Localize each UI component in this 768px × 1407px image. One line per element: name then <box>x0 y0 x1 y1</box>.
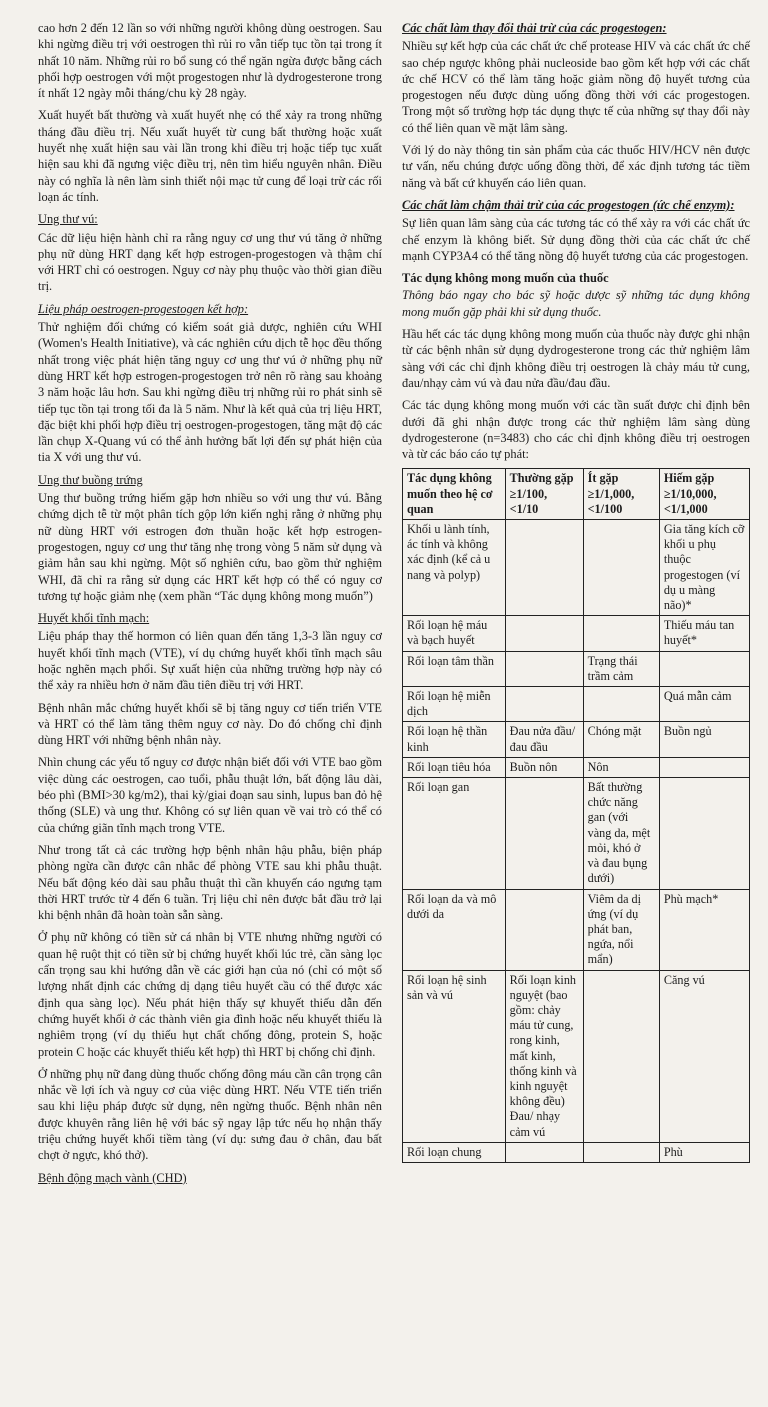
table-cell <box>583 520 659 616</box>
paragraph: Như trong tất cả các trường hợp bệnh nhân hậu phẫu, biện pháp phòng ngừa cần được cân nhắc để phòng VTE sau khi phẫu thuật. Nếu bất động kéo dài sau phẫu thuật thì cần khuyến cáo ngưng tạm thời HRT trước từ 4 đến 6 tuần. Trị liệu chỉ nên được bắt đầu trở lại khi bệnh nhân đã hoàn toàn sẵn sàng. <box>38 842 382 923</box>
heading-inhibitors: Các chất làm chậm thải trừ của các progestogen (ức chế enzym): <box>402 197 735 212</box>
table-cell: Gia tăng kích cỡ khối u phụ thuộc progestogen (ví dụ u màng não)* <box>659 520 749 616</box>
table-cell: Buồn nôn <box>505 757 583 777</box>
paragraph: Thử nghiệm đối chứng có kiểm soát giả dược, nghiên cứu WHI (Women's Health Initiative), và các nghiên cứu dịch tễ học đều thống nhất trong việc phát hiện tăng nguy cơ ung thư vú ở những phụ nữ dùng HRT kết hợp estrogen-progestogen trở nên rõ ràng sau khoảng 3 năm hoặc lâu hơn. Sau khi ngừng điều trị những rủi ro phát sinh sẽ tiếp tục tồn tại trong tối đa là 5 năm. Như là kết quả của trị liệu HRT, đặc biệt khi phối hợp điều trị oestrogen-progestogen, tăng mật độ các lần chụp X-Quang vú có thể ảnh hưởng bất lợi đến sự phát hiện của tia X với ung thư vú. <box>38 320 382 465</box>
table-header-cell: Thường gặp ≥1/100, <1/10 <box>505 469 583 520</box>
table-cell: Rối loạn hệ sinh sản và vú <box>403 970 506 1142</box>
table-cell: Chóng mặt <box>583 722 659 757</box>
heading-vte: Huyết khối tĩnh mạch: <box>38 611 150 626</box>
table-cell: Rối loạn chung <box>403 1142 506 1162</box>
table-cell: Căng vú <box>659 970 749 1142</box>
table-cell <box>505 651 583 686</box>
table-cell <box>583 970 659 1142</box>
table-cell: Quá mẫn cảm <box>659 687 749 722</box>
table-cell <box>505 1142 583 1162</box>
table-cell: Đau nửa đầu/ đau đầu <box>505 722 583 757</box>
table-cell: Bất thường chức năng gan (với vàng da, mệt mỏi, khó ở và đau bụng dưới) <box>583 778 659 889</box>
table-header-cell: Hiếm gặp ≥1/10,000, <1/1,000 <box>659 469 749 520</box>
paragraph: Nhiều sự kết hợp của các chất ức chế protease HIV và các chất ức chế sao chép ngược không phải nucleoside bao gồm kết hợp với các chất ức chế HCV có thể làm tăng hoặc giảm nồng độ huyết tương của progestogen nếu được dùng uống đồng thời với các progestogen. Trong một số trường hợp tác dụng thực tế của những sự thay đổi này có thể liên quan về mặt lâm sàng. <box>402 39 750 135</box>
table-header-cell: Ít gặp ≥1/1,000, <1/100 <box>583 469 659 520</box>
table-cell: Khối u lành tính, ác tính và không xác định (kể cả u nang và polyp) <box>403 520 506 616</box>
table-row <box>403 1142 750 1162</box>
table-cell: Rối loạn gan <box>403 778 506 889</box>
right-column <box>402 20 750 1163</box>
table-cell: Trạng thái trầm cảm <box>583 651 659 686</box>
table-row <box>403 722 750 757</box>
paragraph: Sự liên quan lâm sàng của các tương tác có thể xảy ra với các chất ức chế enzym là không biết. Sử dụng đồng thời của các chất ức chế mạnh CYP3A4 có thể tăng nồng độ huyết tương của các progestogen. <box>402 216 750 263</box>
paragraph: Hầu hết các tác dụng không mong muốn của thuốc này được ghi nhận từ các bệnh nhân sử dụng dydrogesterone trong các thử nghiệm lâm sàng với các chỉ định không điều trị oestrogen là chảy máu tử cung, đau/nhạy cảm vú và đau nửa đầu/đau đầu. <box>402 327 750 390</box>
heading-adverse-effects: Tác dụng không mong muốn của thuốc <box>402 271 609 286</box>
paragraph: Bệnh nhân mắc chứng huyết khối sẽ bị tăng nguy cơ tiến triển VTE và HRT có thể làm tăng thêm nguy cơ này. Do đó chống chỉ định dùng HRT với những bệnh nhân này. <box>38 700 382 748</box>
heading-inducers: Các chất làm thay đổi thải trừ của các progestogen: <box>402 21 667 35</box>
table-cell: Rối loạn hệ miễn dịch <box>403 687 506 722</box>
table-cell <box>583 616 659 651</box>
table-cell: Rối loạn da và mô dưới da <box>403 889 506 970</box>
table-cell: Rối loạn hệ thần kinh <box>403 722 506 757</box>
table-cell <box>505 616 583 651</box>
table-row <box>403 970 750 1142</box>
table-cell: Rối loạn kinh nguyệt (bao gồm: chảy máu tử cung, rong kinh, mất kinh, thống kinh và kinh nguyệt không đều) Đau/ nhạy cảm vú <box>505 970 583 1142</box>
table-cell <box>583 687 659 722</box>
paragraph: Các tác dụng không mong muốn với các tần suất được chỉ định bên dưới đã ghi nhận được trong các thử nghiệm lâm sàng dùng dydrogesterone (n=3483) cho các chỉ định không điều trị oestrogen và từ các báo cáo tự phát: <box>402 398 750 462</box>
table-cell: Nôn <box>583 757 659 777</box>
paragraph: cao hơn 2 đến 12 lần so với những người không dùng oestrogen. Sau khi ngừng điều trị với oestrogen thì rủi ro vẫn tiếp tục tồn tại trong ít nhất 10 năm. Những rủi ro bổ sung có thể ngăn ngừa được bằng cách phối hợp oestrogen với một progestogen như là dydrogesterone trong ít nhất 12 ngày mỗi tháng/chu kỳ 28 ngày. <box>38 21 382 101</box>
table-cell <box>505 520 583 616</box>
paragraph: Nhìn chung các yếu tố nguy cơ được nhận biết đối với VTE bao gồm việc dùng các oestrogen, cao tuổi, phẫu thuật lớn, bất động lâu dài, béo phì (BMI>30 kg/m2), thai kỳ/giai đoạn sau sinh, lupus ban đỏ hệ thống (SLE) và ung thư. Không có sự liên quan về vai trò có thể có của chứng giãn tĩnh mạch trong VTE. <box>38 755 382 835</box>
table-row <box>403 889 750 970</box>
left-column <box>38 20 382 1188</box>
table-row <box>403 651 750 686</box>
table-cell <box>659 651 749 686</box>
table-row <box>403 778 750 889</box>
table-cell: Viêm da dị ứng (ví dụ phát ban, ngứa, nổi mẩn) <box>583 889 659 970</box>
table-cell: Rối loạn hệ máu và bạch huyết <box>403 616 506 651</box>
table-cell: Phù <box>659 1142 749 1162</box>
heading-breast-cancer: Ung thư vú: <box>38 212 98 227</box>
paragraph-notice: Thông báo ngay cho bác sỹ hoặc dược sỹ những tác dụng không mong muốn gặp phải khi sử dụng thuốc. <box>402 288 750 319</box>
table-cell: Buồn ngủ <box>659 722 749 757</box>
paragraph: Ung thư buồng trứng hiếm gặp hơn nhiều so với ung thư vú. Bằng chứng dịch tễ từ một phân tích gộp lớn kiến nghị rằng ở những phụ nữ dùng HRT với estrogen đơn thuần hoặc kết hợp estrogen-progestogen, nguy cơ ung thư tăng nhẹ trong vòng 5 năm sử dụng và giảm hẳn sau khi ngừng. Một số nghiên cứu, bao gồm thử nghiệm WHI, đã chỉ ra rằng sử dụng các HRT kết hợp có thể có nguy cơ tương tự hoặc giảm nhẹ (xem phần “Tác dụng không mong muốn”) <box>38 491 382 603</box>
table-cell: Rối loạn tiêu hóa <box>403 757 506 777</box>
table-row <box>403 616 750 651</box>
table-cell <box>583 1142 659 1162</box>
table-row <box>403 687 750 722</box>
table-row <box>403 520 750 616</box>
heading-ovarian-cancer: Ung thư buồng trứng <box>38 472 143 487</box>
table-cell: Rối loạn tâm thần <box>403 651 506 686</box>
paragraph: Ở những phụ nữ đang dùng thuốc chống đông máu cần cân trọng cân nhắc về lợi ích và nguy cơ của việc dùng HRT. Nếu VTE tiến triển sau khi liệu pháp được sử dụng, nên ngừng thuốc. Bệnh nhân nên được khuyên rằng liên hệ với bác sỹ ngay lập tức nếu họ nhận thấy triệu chứng huyết khối tiềm tàng (ví dụ: sưng đau ở chân, đau bất chợt ở ngực, khó thở). <box>38 1066 382 1163</box>
paragraph: Ở phụ nữ không có tiền sử cá nhân bị VTE nhưng những người có quan hệ ruột thịt có tiền sử bị chứng huyết khối lúc trẻ, cần sàng lọc cẩn trọng sau khi hướng dẫn về các giới hạn của nó (chỉ có một số lượng nhất định các chứng dị dạng tiêu huyết cầu có thể được xác định qua sàng lọc). Nếu phát hiện thấy sự khuyết thiếu dẫn đến chứng huyết khối ở các thành viên gia đình hoặc nếu khuyết thiếu là nghiêm trọng (ví dụ thiếu hụt chất chống đông, protein S, hoặc protein C hoặc các khuyết thiếu kết hợp) thì HRT bị chống chỉ định. <box>38 930 382 1059</box>
paragraph: Các dữ liệu hiện hành chỉ ra rằng nguy cơ ung thư vú tăng ở những phụ nữ dùng HRT dạng kết hợp estrogen-progestogen và thậm chí với HRT chỉ có oestrogen. Nguy cơ này phụ thuộc vào thời gian điều trị. <box>38 230 382 294</box>
table-cell <box>505 778 583 889</box>
paragraph: Xuất huyết bất thường và xuất huyết nhẹ có thể xảy ra trong những tháng đầu điều trị. Nếu xuất huyết từ cung bất thường hoặc xuất huyết nhẹ xuất hiện sau vài lần trong khi điều trị hoặc tiếp tục xuất hiện sau khi đã ngưng việc điều trị, nên tìm hiểu nguyên nhân. Điều này có nghĩa là nên làm sinh thiết nội mạc tử cung để loại trừ các rối loạn ác tính. <box>38 108 382 204</box>
paragraph: Liệu pháp thay thế hormon có liên quan đến tăng 1,3-3 lần nguy cơ huyết khối tĩnh mạch (VTE), ví dụ chứng huyết khối tĩnh mạch sâu hoặc nghẽn mạch phổi. Sự xuất hiện của những trường hợp này có thể xảy ra nhiều hơn ở năm đầu tiên điều trị với HRT. <box>38 629 382 693</box>
table-header-row <box>403 469 750 520</box>
paragraph: Với lý do này thông tin sản phẩm của các thuốc HIV/HCV nên được tư vấn, nếu chúng được uống đồng thời, để xác định tương tác tiềm năng và bất cứ khuyến cáo liên quan. <box>402 143 750 190</box>
table-cell <box>659 778 749 889</box>
table-cell <box>505 889 583 970</box>
table-header-cell: Tác dụng không muốn theo hệ cơ quan <box>403 469 506 520</box>
table-cell: Thiếu máu tan huyết* <box>659 616 749 651</box>
adverse-effects-table <box>402 468 750 1163</box>
table-row <box>403 757 750 777</box>
heading-combined-therapy: Liệu pháp oestrogen-progestogen kết hợp: <box>38 301 249 316</box>
table-cell <box>659 757 749 777</box>
table-cell: Phù mạch* <box>659 889 749 970</box>
heading-chd: Bệnh động mạch vành (CHD) <box>38 1170 187 1185</box>
table-cell <box>505 687 583 722</box>
